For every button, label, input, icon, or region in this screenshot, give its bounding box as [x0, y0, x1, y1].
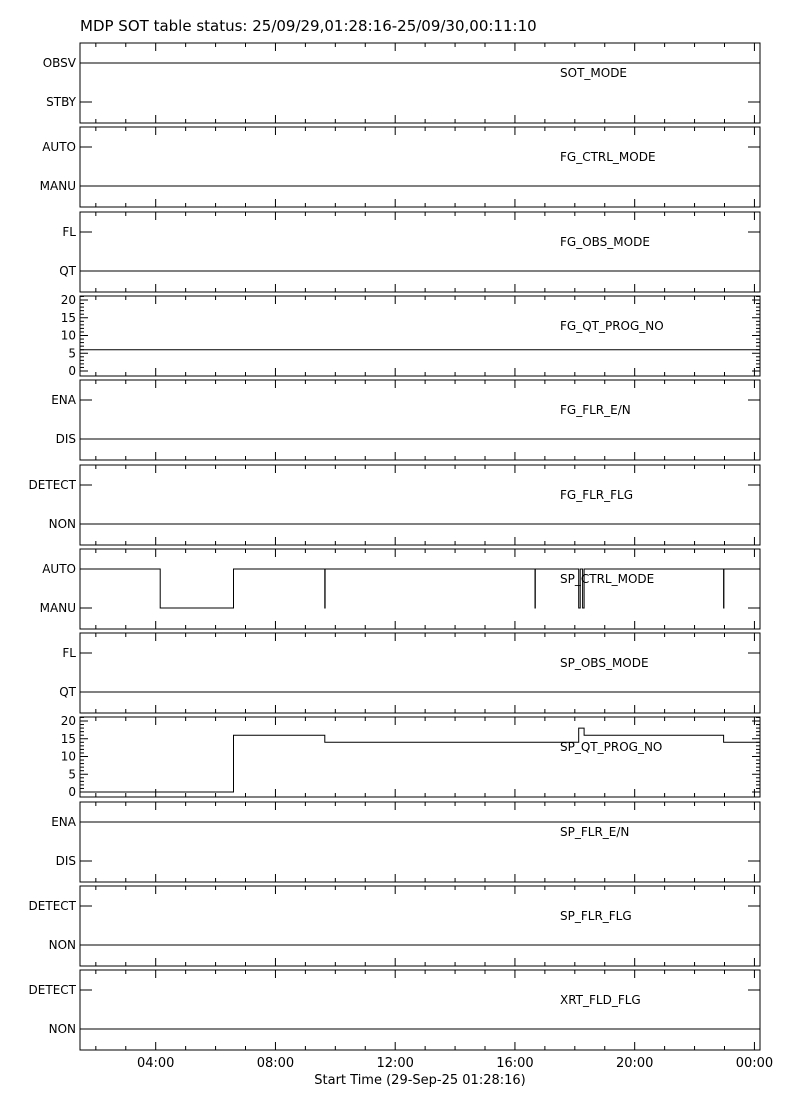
panel-sp-ctrl-mode: [40, 549, 760, 629]
state-label-ena: ENA: [51, 393, 76, 407]
panel-label-fg-flr-e-n: FG_FLR_E/N: [560, 403, 631, 417]
x-tick-label: 20:00: [615, 1056, 654, 1071]
panel-label-sp-flr-flg: SP_FLR_FLG: [560, 909, 632, 923]
panel-label-sp-flr-e-n: SP_FLR_E/N: [560, 825, 630, 839]
panel-label-fg-ctrl-mode: FG_CTRL_MODE: [560, 150, 656, 164]
y-tick-label: 20: [60, 293, 76, 307]
state-label-non: NON: [48, 517, 76, 531]
series-line-sp-ctrl-mode: [80, 569, 760, 608]
x-axis-label: Start Time (29-Sep-25 01:28:16): [314, 1073, 526, 1088]
panel-frame: [80, 717, 760, 797]
y-tick-label: 10: [60, 749, 76, 764]
state-label-ena: ENA: [51, 815, 76, 829]
state-label-non: NON: [48, 1022, 76, 1036]
panel-fg-ctrl-mode: [40, 127, 760, 207]
y-tick-label: 0: [68, 785, 76, 799]
panel-label-xrt-fld-flg: XRT_FLD_FLG: [560, 993, 641, 1007]
panel-label-sp-obs-mode: SP_OBS_MODE: [560, 656, 649, 670]
y-tick-label: 0: [68, 364, 76, 378]
panel-label-sp-ctrl-mode: SP_CTRL_MODE: [560, 572, 655, 586]
panel-sp-flr-e-n: [51, 802, 760, 882]
panel-label-fg-obs-mode: FG_OBS_MODE: [560, 235, 650, 249]
y-tick-label: 20: [60, 714, 76, 728]
panel-frame: [80, 549, 760, 629]
panel-frame: [80, 127, 760, 207]
panels: [29, 43, 760, 1050]
state-label-qt: QT: [59, 264, 76, 278]
panel-frame: [80, 296, 760, 376]
x-tick-label: 00:00: [735, 1056, 774, 1071]
panel-sp-obs-mode: [59, 633, 760, 713]
state-label-fl: FL: [62, 646, 76, 660]
panel-label-sp-qt-prog-no: SP_QT_PROG_NO: [560, 740, 663, 754]
panel-sp-flr-flg: [29, 886, 760, 966]
panel-sp-qt-prog-no: [61, 714, 760, 799]
state-label-detect: DETECT: [28, 899, 76, 913]
panel-fg-flr-e-n: [51, 380, 760, 460]
panel-frame: [80, 633, 760, 713]
state-label-detect: DETECT: [28, 478, 76, 492]
panel-frame: [80, 886, 760, 966]
x-tick-label: 16:00: [496, 1056, 534, 1071]
state-label-non: NON: [48, 938, 76, 952]
state-label-detect: DETECT: [28, 983, 76, 997]
state-label-stby: STBY: [46, 95, 76, 109]
panel-xrt-fld-flg: [29, 970, 760, 1050]
panel-frame: [80, 212, 760, 292]
x-axis: [137, 1056, 773, 1071]
x-tick-label: 04:00: [136, 1056, 175, 1071]
panel-sot-mode: [43, 43, 760, 123]
y-tick-label: 10: [60, 328, 76, 343]
state-label-qt: QT: [59, 685, 76, 699]
state-label-dis: DIS: [55, 432, 76, 446]
panel-label-fg-flr-flg: FG_FLR_FLG: [560, 488, 634, 502]
y-tick-label: 5: [68, 346, 76, 361]
state-label-manu: MANU: [39, 601, 76, 615]
panel-fg-obs-mode: [59, 212, 760, 292]
state-label-manu: MANU: [39, 179, 76, 193]
panel-label-sot-mode: SOT_MODE: [560, 66, 628, 80]
state-label-fl: FL: [62, 225, 76, 239]
y-tick-label: 15: [60, 731, 76, 746]
series-line-sp-qt-prog-no: [80, 728, 760, 792]
panel-frame: [80, 380, 760, 460]
panel-frame: [80, 465, 760, 545]
panel-frame: [80, 970, 760, 1050]
state-label-dis: DIS: [55, 854, 76, 868]
state-label-auto: AUTO: [42, 562, 76, 576]
panel-fg-qt-prog-no: [61, 293, 760, 378]
y-tick-label: 5: [68, 767, 76, 782]
panel-fg-flr-flg: [29, 465, 760, 545]
y-tick-label: 15: [60, 310, 76, 325]
state-label-obsv: OBSV: [42, 56, 76, 70]
x-tick-label: 08:00: [256, 1056, 295, 1071]
x-tick-label: 12:00: [376, 1056, 414, 1071]
chart-title: MDP SOT table status: 25/09/29,01:28:16-25/09/30,00:11:10: [80, 17, 537, 35]
panel-label-fg-qt-prog-no: FG_QT_PROG_NO: [560, 319, 664, 333]
panel-frame: [80, 802, 760, 882]
panel-frame: [80, 43, 760, 123]
state-label-auto: AUTO: [42, 140, 76, 154]
